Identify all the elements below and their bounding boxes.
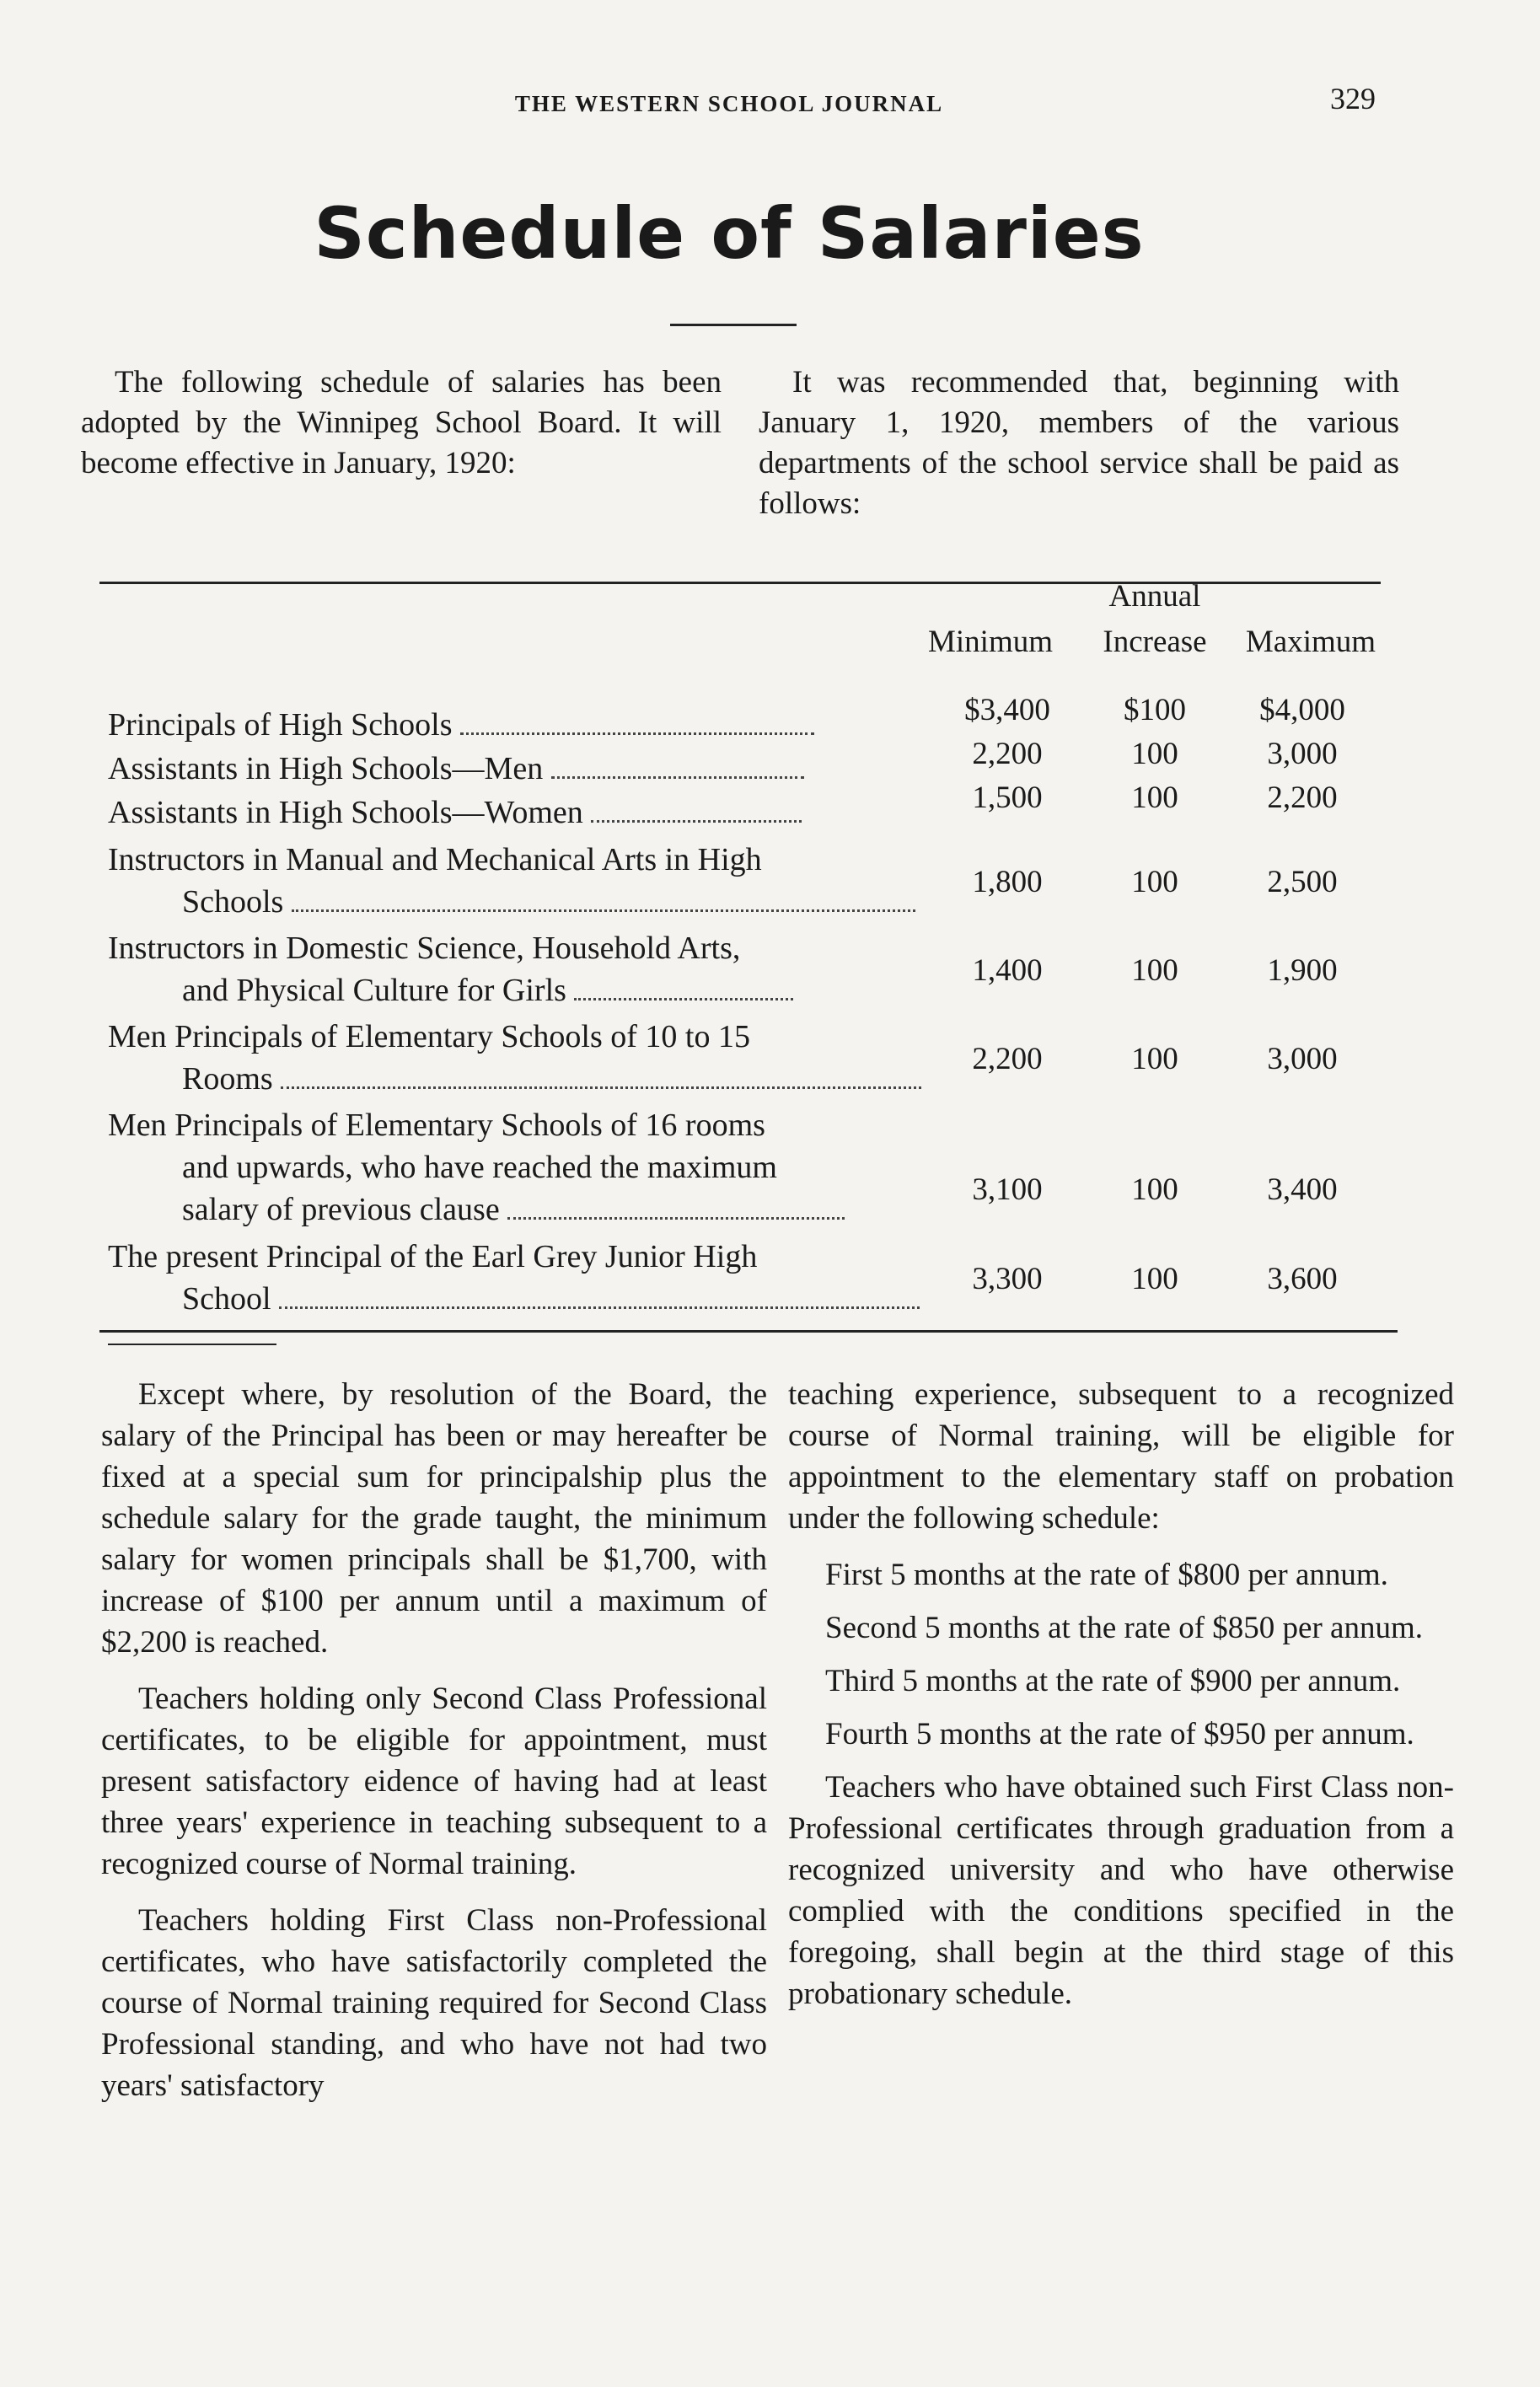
- row-maximum: 2,500: [1267, 865, 1338, 899]
- paragraph: Teachers who have obtained such First Class non-Professional certificates through graduation from a recognized university and who have otherwise complied with the conditions specified in the foregoing, shall begin at the third stage of this probationary schedule.: [788, 1770, 1454, 2011]
- row-minimum: 3,100: [972, 1172, 1043, 1207]
- page-title: Schedule of Salaries: [314, 192, 1145, 275]
- schedule-item: First 5 months at the rate of $800 per annum.: [825, 1558, 1388, 1592]
- row-maximum: 3,400: [1267, 1172, 1338, 1207]
- row-increase: 100: [1131, 953, 1178, 988]
- paragraph: Except where, by resolution of the Board, the salary of the Principal has been or may hereafter be fixed at a special sum for principalship plus the schedule salary for the grade taught, the minimum salary for women principals shall be $1,700, with increase of $100 per annum until a maximum of $2,200 is reached.: [101, 1377, 767, 1660]
- header-increase: Increase: [1103, 625, 1207, 659]
- row-label: The present Principal of the Earl Grey Junior High School: [108, 1236, 942, 1320]
- row-increase: 100: [1131, 737, 1178, 771]
- schedule-item: Second 5 months at the rate of $850 per annum.: [825, 1611, 1423, 1645]
- paragraph: Teachers holding only Second Class Professional certificates, to be eligible for appointment, must present satisfactory eidence of having had at least three years' experience in teaching subsequent to a recognized course of Normal training.: [101, 1682, 767, 1881]
- table-row: [0, 1016, 1540, 1100]
- row-increase: 100: [1131, 1262, 1178, 1296]
- intro-right: It was recommended that, beginning with January 1, 1920, members of the various departments of the school service shall be paid as follows:: [759, 365, 1399, 521]
- schedule-item: Third 5 months at the rate of $900 per annum.: [825, 1664, 1401, 1698]
- table-row: [0, 839, 1540, 923]
- row-label: Assistants in High Schools—Men: [108, 748, 942, 790]
- row-label: Men Principals of Elementary Schools of 10 to 15 Rooms: [108, 1016, 942, 1100]
- row-maximum: 3,000: [1267, 1042, 1338, 1076]
- schedule-item: Fourth 5 months at the rate of $950 per annum.: [825, 1717, 1414, 1751]
- running-head: THE WESTERN SCHOOL JOURNAL: [514, 91, 944, 116]
- row-label: Assistants in High Schools—Women: [108, 791, 942, 834]
- header-maximum: Maximum: [1245, 625, 1376, 659]
- row-maximum: 1,900: [1267, 953, 1338, 988]
- table-bottom-rule: [99, 1330, 1398, 1333]
- row-increase: 100: [1131, 1042, 1178, 1076]
- header-annual: Annual: [1108, 579, 1201, 614]
- row-label: Instructors in Domestic Science, Household Arts, and Physical Culture for Girls: [108, 927, 942, 1011]
- body-left-column: [101, 1374, 767, 2121]
- row-label: Principals of High Schools: [108, 704, 942, 746]
- row-minimum: 3,300: [972, 1262, 1043, 1296]
- row-label: Instructors in Manual and Mechanical Arts in High Schools: [108, 839, 942, 923]
- table-row: [0, 927, 1540, 1011]
- paragraph-continued: teaching experience, subsequent to a recognized course of Normal training, will be eligible for appointment to the elementary staff on probation under the following schedule:: [788, 1377, 1454, 1536]
- row-maximum: $4,000: [1259, 693, 1345, 727]
- row-minimum: 2,200: [972, 1042, 1043, 1076]
- row-increase: 100: [1131, 865, 1178, 899]
- table-bottom-rule-short: [108, 1344, 276, 1345]
- header-minimum: Minimum: [927, 625, 1054, 659]
- row-minimum: 1,400: [972, 953, 1043, 988]
- row-maximum: 3,000: [1267, 737, 1338, 771]
- table-row: [0, 1104, 1540, 1227]
- body-right-column: [788, 1374, 1454, 2030]
- table-row: [0, 1236, 1540, 1320]
- row-minimum: 1,500: [972, 780, 1043, 815]
- title-rule: [670, 324, 797, 326]
- intro-left: The following schedule of salaries has been adopted by the Winnipeg School Board. It will become effective in January, 1920:: [81, 365, 722, 480]
- row-minimum: 1,800: [972, 865, 1043, 899]
- row-minimum: $3,400: [964, 693, 1050, 727]
- page-number: 329: [1330, 82, 1376, 115]
- row-maximum: 2,200: [1267, 780, 1338, 815]
- row-minimum: 2,200: [972, 737, 1043, 771]
- row-increase: 100: [1131, 780, 1178, 815]
- row-maximum: 3,600: [1267, 1262, 1338, 1296]
- row-increase: $100: [1124, 693, 1186, 727]
- paragraph: Teachers holding First Class non-Professional certificates, who have satisfactorily completed the course of Normal training required for Second Class Professional standing, and who have not had two years' satisfactory: [101, 1903, 767, 2103]
- row-label: Men Principals of Elementary Schools of 16 rooms and upwards, who have reached the maximum salary of previous clause: [108, 1104, 942, 1231]
- row-increase: 100: [1131, 1172, 1178, 1207]
